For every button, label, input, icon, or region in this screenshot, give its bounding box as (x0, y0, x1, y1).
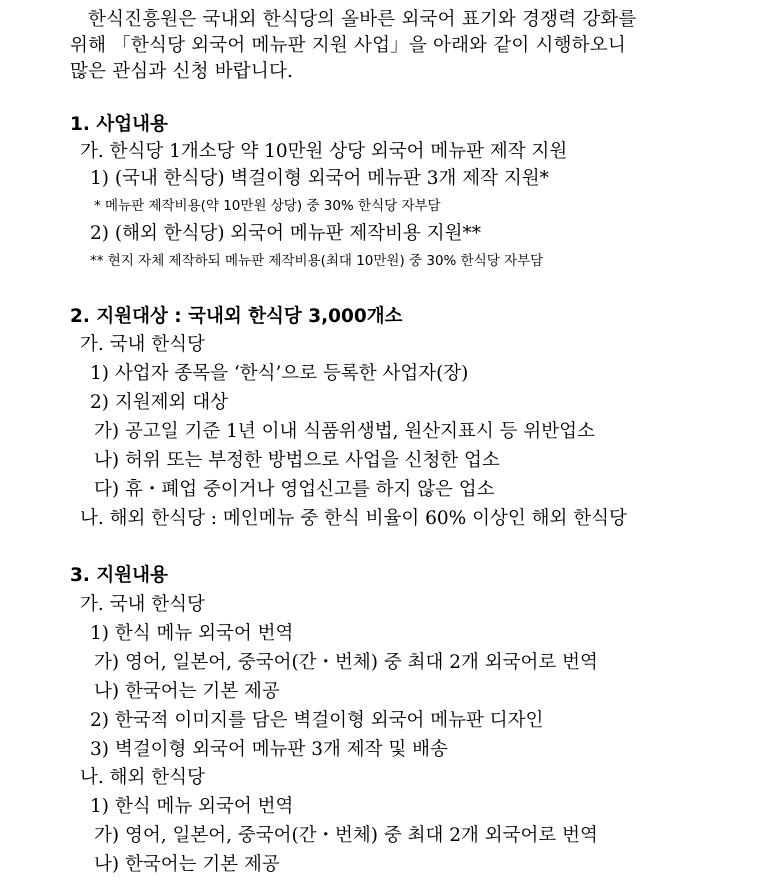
section-3-ga-3: 3) 벽걸이형 외국어 메뉴판 3개 제작 및 배송 (90, 739, 448, 760)
section-2-item-2: 2) 지원제외 대상 (90, 392, 228, 413)
section-3-ga-1-sub-ga: 가) 영어, 일본어, 중국어(간・번체) 중 최대 2개 외국어로 번역 (94, 652, 598, 673)
section-3-na-1: 1) 한식 메뉴 외국어 번역 (90, 796, 294, 817)
section-3-ga-2: 2) 한국적 이미지를 담은 벽걸이형 외국어 메뉴판 디자인 (90, 710, 544, 731)
section-3-heading: 3. 지원내용 (70, 565, 168, 586)
section-1-item-2: 2) (해외 한식당) 외국어 메뉴판 제작비용 지원** (90, 223, 482, 244)
intro-line-2: 위해 「한식당 외국어 메뉴판 지원 사업」을 아래와 같이 시행하오니 (70, 35, 626, 56)
section-2-item-ga: 가. 국내 한식당 (80, 334, 205, 355)
section-3-ga-1: 1) 한식 메뉴 외국어 번역 (90, 623, 294, 644)
intro-line-3: 많은 관심과 신청 바랍니다. (70, 61, 294, 82)
section-1-item-ga: 가. 한식당 1개소당 약 10만원 상당 외국어 메뉴판 제작 지원 (80, 141, 568, 162)
section-1-heading: 1. 사업내용 (70, 114, 168, 135)
section-2-sub-da: 다) 휴・폐업 중이거나 영업신고를 하지 않은 업소 (94, 479, 495, 500)
section-2-sub-ga: 가) 공고일 기준 1년 이내 식품위생법, 원산지표시 등 위반업소 (94, 421, 595, 442)
section-1-note-1: * 메뉴판 제작비용(약 10만원 상당) 중 30% 한식당 자부담 (94, 198, 441, 214)
section-1-note-2: ** 현지 자체 제작하되 메뉴판 제작비용(최대 10만원) 중 30% 한식당 자부담 (90, 253, 544, 269)
section-3-na-1-sub-na: 나) 한국어는 기본 제공 (94, 854, 280, 875)
section-2-sub-na: 나) 허위 또는 부정한 방법으로 사업을 신청한 업소 (94, 450, 500, 471)
section-3-ga-1-sub-na: 나) 한국어는 기본 제공 (94, 681, 280, 702)
section-2-heading: 2. 지원대상 : 국내외 한식당 3,000개소 (70, 306, 403, 327)
intro-line-1: 한식진흥원은 국내외 한식당의 올바른 외국어 표기와 경쟁력 강화를 (88, 9, 637, 30)
section-2-item-na: 나. 해외 한식당 : 메인메뉴 중 한식 비율이 60% 이상인 해외 한식당 (80, 508, 627, 529)
section-3-item-ga: 가. 국내 한식당 (80, 594, 205, 615)
section-1-item-1: 1) (국내 한식당) 벽걸이형 외국어 메뉴판 3개 제작 지원* (90, 168, 549, 189)
section-3-item-na: 나. 해외 한식당 (80, 767, 205, 788)
section-3-na-1-sub-ga: 가) 영어, 일본어, 중국어(간・번체) 중 최대 2개 외국어로 번역 (94, 825, 598, 846)
section-2-item-1: 1) 사업자 종목을 ‘한식’으로 등록한 사업자(장) (90, 363, 469, 384)
